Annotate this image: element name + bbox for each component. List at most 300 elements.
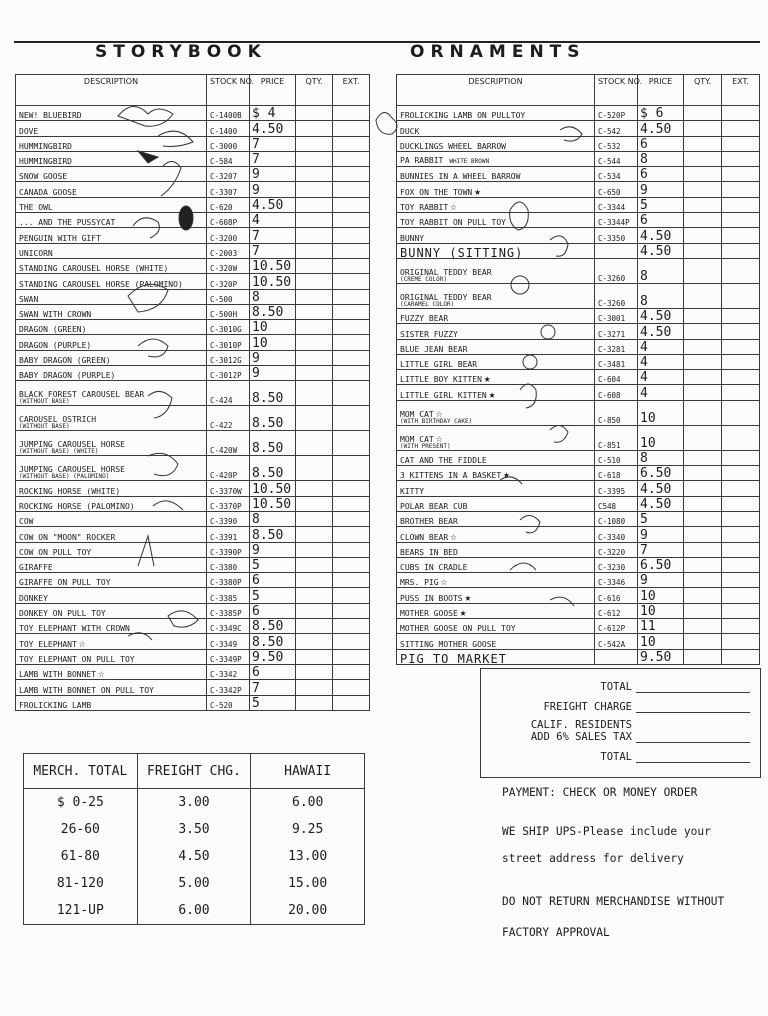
freight-charge-blank[interactable] bbox=[636, 702, 750, 713]
qty-cell[interactable] bbox=[296, 228, 333, 243]
qty-cell[interactable] bbox=[296, 197, 333, 212]
item-stock-number bbox=[595, 649, 638, 664]
total-blank[interactable] bbox=[636, 682, 750, 693]
qty-cell[interactable] bbox=[684, 106, 722, 121]
qty-cell[interactable] bbox=[296, 588, 333, 603]
item-price: 6 bbox=[250, 603, 296, 618]
item-stock-number: C-520 bbox=[207, 695, 250, 710]
item-name: BABY DRAGON (GREEN) bbox=[19, 356, 111, 366]
item-price: 10.50 bbox=[250, 481, 296, 496]
ext-cell[interactable] bbox=[333, 136, 370, 151]
ext-cell[interactable] bbox=[722, 542, 760, 557]
qty-cell[interactable] bbox=[296, 274, 333, 289]
item-description bbox=[16, 431, 207, 456]
ext-cell[interactable] bbox=[722, 136, 760, 151]
ext-cell[interactable] bbox=[722, 213, 760, 228]
qty-cell[interactable] bbox=[684, 258, 722, 283]
qty-cell[interactable] bbox=[296, 527, 333, 542]
item-stock-number: C-544 bbox=[595, 151, 638, 166]
ext-cell[interactable] bbox=[333, 456, 370, 481]
item-description bbox=[16, 151, 207, 166]
qty-cell[interactable] bbox=[296, 335, 333, 350]
order-row bbox=[16, 695, 370, 710]
item-stock-number: C-3012G bbox=[207, 350, 250, 365]
item-name: LAMB WITH BONNET bbox=[19, 670, 97, 680]
order-row bbox=[16, 542, 370, 557]
item-stock-number: C-3342 bbox=[207, 664, 250, 679]
item-price: 8 bbox=[638, 258, 684, 283]
ext-cell[interactable] bbox=[722, 511, 760, 526]
item-name: STANDING CAROUSEL HORSE (PALOMINO) bbox=[19, 279, 183, 289]
item-name: SISTER FUZZY bbox=[400, 329, 458, 339]
qty-cell[interactable] bbox=[684, 136, 722, 151]
item-description bbox=[16, 320, 207, 335]
ext-cell[interactable] bbox=[722, 557, 760, 572]
qty-cell[interactable] bbox=[296, 573, 333, 588]
item-price: 8.50 bbox=[250, 406, 296, 431]
ext-cell[interactable] bbox=[722, 354, 760, 369]
sales-tax-row bbox=[531, 719, 750, 743]
order-row bbox=[397, 136, 760, 151]
order-row bbox=[397, 649, 760, 664]
qty-cell[interactable] bbox=[684, 481, 722, 496]
qty-cell[interactable] bbox=[296, 619, 333, 634]
item-price: 8 bbox=[250, 511, 296, 526]
qty-cell[interactable] bbox=[296, 151, 333, 166]
qty-cell[interactable] bbox=[296, 304, 333, 319]
order-row bbox=[397, 167, 760, 182]
qty-cell[interactable] bbox=[684, 425, 722, 450]
qty-cell[interactable] bbox=[296, 350, 333, 365]
ext-cell[interactable] bbox=[333, 511, 370, 526]
qty-cell[interactable] bbox=[684, 511, 722, 526]
freight-charge-row bbox=[543, 701, 750, 713]
qty-cell[interactable] bbox=[684, 151, 722, 166]
qty-cell[interactable] bbox=[296, 320, 333, 335]
item-name: GIRAFFE ON PULL TOY bbox=[19, 578, 111, 588]
item-name: DONKEY bbox=[19, 593, 48, 603]
qty-cell[interactable] bbox=[296, 649, 333, 664]
order-row bbox=[16, 431, 370, 456]
qty-cell[interactable] bbox=[684, 213, 722, 228]
star-marker: ☆ bbox=[450, 529, 457, 543]
qty-cell[interactable] bbox=[684, 370, 722, 385]
ext-cell[interactable] bbox=[333, 258, 370, 273]
item-price: 6 bbox=[638, 213, 684, 228]
qty-cell[interactable] bbox=[684, 228, 722, 243]
item-stock-number: C-3260 bbox=[595, 283, 638, 308]
item-stock-number: C-3481 bbox=[595, 354, 638, 369]
qty-cell[interactable] bbox=[296, 542, 333, 557]
order-row bbox=[16, 557, 370, 572]
order-row bbox=[16, 588, 370, 603]
ext-cell[interactable] bbox=[722, 466, 760, 481]
ext-cell[interactable] bbox=[333, 588, 370, 603]
item-description bbox=[397, 649, 595, 664]
item-stock-number: C-3391 bbox=[207, 527, 250, 542]
item-description bbox=[397, 106, 595, 121]
qty-cell[interactable] bbox=[684, 197, 722, 212]
ext-cell[interactable] bbox=[722, 425, 760, 450]
item-stock-number: C-3350 bbox=[595, 228, 638, 243]
item-price: 8.50 bbox=[250, 304, 296, 319]
item-price: 5 bbox=[638, 511, 684, 526]
qty-cell[interactable] bbox=[684, 450, 722, 465]
ext-cell[interactable] bbox=[722, 649, 760, 664]
item-description bbox=[16, 481, 207, 496]
grand-total-label: TOTAL bbox=[600, 751, 632, 763]
item-description bbox=[397, 213, 595, 228]
order-row bbox=[16, 151, 370, 166]
qty-cell[interactable] bbox=[296, 167, 333, 182]
ext-cell[interactable] bbox=[333, 695, 370, 710]
item-price: 4.50 bbox=[638, 324, 684, 339]
item-name: CUBS IN CRADLE bbox=[400, 563, 468, 573]
ext-cell[interactable] bbox=[333, 167, 370, 182]
right-table-body bbox=[397, 106, 760, 665]
order-row bbox=[397, 339, 760, 354]
item-description bbox=[397, 370, 595, 385]
ext-cell[interactable] bbox=[722, 400, 760, 425]
ext-cell[interactable] bbox=[333, 197, 370, 212]
order-row bbox=[16, 481, 370, 496]
item-price: 9 bbox=[250, 350, 296, 365]
item-stock-number: C-3001 bbox=[595, 308, 638, 323]
ext-cell[interactable] bbox=[333, 406, 370, 431]
ext-cell[interactable] bbox=[333, 320, 370, 335]
item-stock-number: C-3385 bbox=[207, 588, 250, 603]
item-stock-number: C-650 bbox=[595, 182, 638, 197]
hawaii-charge-cell: 6.00 bbox=[251, 789, 365, 817]
item-name: CLOWN BEAR bbox=[400, 532, 449, 542]
ext-cell[interactable] bbox=[722, 121, 760, 136]
item-price: 4.50 bbox=[638, 121, 684, 136]
order-row bbox=[16, 350, 370, 365]
item-stock-number: C-422 bbox=[207, 406, 250, 431]
sales-tax-label bbox=[531, 719, 632, 743]
item-price: 10 bbox=[638, 588, 684, 603]
qty-cell[interactable] bbox=[296, 634, 333, 649]
description-header: DESCRIPTION bbox=[397, 75, 595, 106]
qty-cell[interactable] bbox=[684, 243, 722, 258]
grand-total-blank[interactable] bbox=[636, 752, 750, 763]
ext-cell[interactable] bbox=[333, 121, 370, 136]
item-name: ROCKING HORSE (PALOMINO) bbox=[19, 501, 135, 511]
ext-cell[interactable] bbox=[333, 381, 370, 406]
ext-cell[interactable] bbox=[333, 304, 370, 319]
item-name: HUMMINGBIRD bbox=[19, 141, 72, 151]
item-stock-number: C-3012P bbox=[207, 366, 250, 381]
qty-cell[interactable] bbox=[684, 283, 722, 308]
order-row bbox=[16, 304, 370, 319]
item-stock-number: C-424 bbox=[207, 381, 250, 406]
qty-cell[interactable] bbox=[296, 106, 333, 121]
ext-cell[interactable] bbox=[722, 258, 760, 283]
qty-cell[interactable] bbox=[296, 431, 333, 456]
ext-cell[interactable] bbox=[722, 308, 760, 323]
qty-cell[interactable] bbox=[296, 243, 333, 258]
qty-cell[interactable] bbox=[684, 385, 722, 400]
qty-cell[interactable] bbox=[684, 339, 722, 354]
qty-cell[interactable] bbox=[296, 366, 333, 381]
item-name: HUMMINGBIRD bbox=[19, 157, 72, 167]
order-row bbox=[397, 283, 760, 308]
order-row bbox=[397, 370, 760, 385]
item-stock-number: C-3395 bbox=[595, 481, 638, 496]
ext-cell[interactable] bbox=[333, 573, 370, 588]
merch-total-cell: 121-UP bbox=[56, 902, 104, 918]
return-note-line2: FACTORY APPROVAL bbox=[502, 926, 610, 939]
item-price: 10 bbox=[638, 603, 684, 618]
item-description bbox=[397, 258, 595, 283]
item-name: BUNNY bbox=[400, 233, 425, 243]
ext-cell[interactable] bbox=[722, 243, 760, 258]
item-price: 10 bbox=[638, 400, 684, 425]
item-price: 7 bbox=[250, 243, 296, 258]
order-row bbox=[16, 527, 370, 542]
ext-cell[interactable] bbox=[333, 557, 370, 572]
order-row bbox=[397, 573, 760, 588]
order-row bbox=[16, 603, 370, 618]
left-table-body bbox=[16, 106, 370, 711]
ext-cell[interactable] bbox=[333, 527, 370, 542]
ext-cell[interactable] bbox=[333, 542, 370, 557]
qty-cell[interactable] bbox=[684, 634, 722, 649]
qty-cell[interactable] bbox=[684, 496, 722, 511]
ext-cell[interactable] bbox=[722, 634, 760, 649]
qty-cell[interactable] bbox=[296, 406, 333, 431]
ext-cell[interactable] bbox=[333, 151, 370, 166]
ext-cell[interactable] bbox=[333, 603, 370, 618]
item-price: 10 bbox=[250, 335, 296, 350]
ext-cell[interactable] bbox=[333, 664, 370, 679]
item-stock-number: C-420P bbox=[207, 456, 250, 481]
ext-cell[interactable] bbox=[333, 680, 370, 695]
qty-cell[interactable] bbox=[296, 695, 333, 710]
item-stock-number: C-608P bbox=[207, 213, 250, 228]
item-stock-number: C-3000 bbox=[207, 136, 250, 151]
freight-charge-table bbox=[23, 753, 365, 925]
item-color-options: WHITE BROWN bbox=[449, 158, 490, 166]
calif-residents-text: CALIF. RESIDENTS bbox=[530, 719, 632, 731]
ext-cell[interactable] bbox=[333, 481, 370, 496]
item-price: 7 bbox=[250, 228, 296, 243]
order-row bbox=[16, 366, 370, 381]
hawaii-header: HAWAII bbox=[251, 754, 365, 789]
ext-cell[interactable] bbox=[333, 496, 370, 511]
ext-cell[interactable] bbox=[722, 370, 760, 385]
order-row bbox=[16, 456, 370, 481]
item-description bbox=[16, 496, 207, 511]
item-description bbox=[397, 243, 595, 258]
item-stock-number: C-1400B bbox=[207, 106, 250, 121]
item-name: THE OWL bbox=[19, 203, 53, 213]
qty-cell[interactable] bbox=[684, 542, 722, 557]
qty-cell[interactable] bbox=[296, 557, 333, 572]
item-name: LITTLE GIRL KITTEN bbox=[400, 390, 487, 400]
ext-cell[interactable] bbox=[722, 167, 760, 182]
ext-cell[interactable] bbox=[333, 634, 370, 649]
ext-cell[interactable] bbox=[333, 182, 370, 197]
qty-cell[interactable] bbox=[684, 324, 722, 339]
item-stock-number: C-584 bbox=[207, 151, 250, 166]
item-description bbox=[16, 213, 207, 228]
order-row bbox=[397, 450, 760, 465]
description-header: DESCRIPTION bbox=[16, 75, 207, 106]
item-name: TOY ELEPHANT bbox=[19, 639, 77, 649]
item-price: 4.50 bbox=[638, 481, 684, 496]
item-price: 6 bbox=[638, 136, 684, 151]
qty-cell[interactable] bbox=[684, 649, 722, 664]
qty-cell[interactable] bbox=[684, 354, 722, 369]
item-stock-number bbox=[595, 243, 638, 258]
item-description bbox=[16, 381, 207, 406]
ext-cell[interactable] bbox=[333, 649, 370, 664]
item-name: JUMPING CAROUSEL HORSE bbox=[19, 440, 125, 450]
qty-cell[interactable] bbox=[296, 258, 333, 273]
item-stock-number: C-534 bbox=[595, 167, 638, 182]
ext-cell[interactable] bbox=[722, 619, 760, 634]
merch-total-cell: 26-60 bbox=[60, 821, 100, 837]
ext-cell[interactable] bbox=[333, 289, 370, 304]
item-name: PIG TO MARKET bbox=[400, 651, 507, 666]
qty-cell[interactable] bbox=[684, 557, 722, 572]
item-description bbox=[16, 136, 207, 151]
qty-cell[interactable] bbox=[296, 680, 333, 695]
ext-cell[interactable] bbox=[722, 106, 760, 121]
qty-cell[interactable] bbox=[684, 588, 722, 603]
item-stock-number: C-3349 bbox=[207, 634, 250, 649]
ext-cell[interactable] bbox=[333, 619, 370, 634]
star-marker: ★ bbox=[464, 590, 472, 604]
ext-cell[interactable] bbox=[722, 228, 760, 243]
qty-cell[interactable] bbox=[684, 573, 722, 588]
item-price: 8.50 bbox=[250, 456, 296, 481]
ext-cell[interactable] bbox=[333, 431, 370, 456]
freight-header-row bbox=[24, 754, 365, 789]
item-description bbox=[397, 634, 595, 649]
qty-cell[interactable] bbox=[684, 121, 722, 136]
ext-cell[interactable] bbox=[333, 335, 370, 350]
order-row bbox=[16, 511, 370, 526]
hawaii-charge-cell: 9.25 bbox=[251, 816, 365, 843]
qty-cell[interactable] bbox=[296, 481, 333, 496]
item-stock-number: C-612P bbox=[595, 619, 638, 634]
ext-cell[interactable] bbox=[333, 228, 370, 243]
item-stock-number: C-3010G bbox=[207, 320, 250, 335]
item-description bbox=[397, 619, 595, 634]
item-description bbox=[16, 167, 207, 182]
ext-cell[interactable] bbox=[722, 324, 760, 339]
item-name: ORIGINAL TEDDY BEAR bbox=[400, 292, 492, 302]
ext-cell[interactable] bbox=[333, 243, 370, 258]
order-row bbox=[397, 425, 760, 450]
item-stock-number: C-3010P bbox=[207, 335, 250, 350]
qty-cell[interactable] bbox=[684, 308, 722, 323]
ext-cell[interactable] bbox=[333, 366, 370, 381]
qty-cell[interactable] bbox=[296, 496, 333, 511]
order-row bbox=[16, 634, 370, 649]
hawaii-charge-cell: 13.00 bbox=[251, 843, 365, 870]
star-marker: ☆ bbox=[435, 431, 443, 445]
qty-cell[interactable] bbox=[296, 664, 333, 679]
qty-cell[interactable] bbox=[296, 381, 333, 406]
ext-cell[interactable] bbox=[333, 350, 370, 365]
qty-cell[interactable] bbox=[296, 456, 333, 481]
item-name: 3 KITTENS IN A BASKET bbox=[400, 471, 502, 481]
ext-cell[interactable] bbox=[722, 283, 760, 308]
item-stock-number: C-542 bbox=[595, 121, 638, 136]
ext-cell[interactable] bbox=[333, 106, 370, 121]
freight-row bbox=[24, 843, 365, 870]
qty-cell[interactable] bbox=[684, 466, 722, 481]
item-name: BLACK FOREST CAROUSEL BEAR bbox=[19, 390, 145, 400]
ext-cell[interactable] bbox=[722, 151, 760, 166]
ext-cell[interactable] bbox=[722, 588, 760, 603]
page-title-left: STORYBOOK bbox=[95, 42, 267, 62]
item-price: 4.50 bbox=[250, 197, 296, 212]
item-stock-number: C-510 bbox=[595, 450, 638, 465]
qty-cell[interactable] bbox=[684, 182, 722, 197]
item-name: ORIGINAL TEDDY BEAR bbox=[400, 267, 492, 277]
qty-cell[interactable] bbox=[296, 121, 333, 136]
qty-cell[interactable] bbox=[296, 182, 333, 197]
ext-cell[interactable] bbox=[722, 603, 760, 618]
freight-charge-cell: 6.00 bbox=[137, 897, 251, 925]
item-stock-number: C-618 bbox=[595, 466, 638, 481]
ext-cell[interactable] bbox=[722, 496, 760, 511]
qty-cell[interactable] bbox=[296, 289, 333, 304]
item-price: 7 bbox=[250, 136, 296, 151]
item-description bbox=[397, 121, 595, 136]
freight-row bbox=[24, 870, 365, 897]
order-row bbox=[16, 381, 370, 406]
qty-cell[interactable] bbox=[296, 136, 333, 151]
item-name: LAMB WITH BONNET ON PULL TOY bbox=[19, 685, 154, 695]
qty-cell[interactable] bbox=[296, 603, 333, 618]
item-description bbox=[16, 664, 207, 679]
qty-cell[interactable] bbox=[296, 213, 333, 228]
order-row bbox=[16, 573, 370, 588]
ext-cell[interactable] bbox=[333, 274, 370, 289]
merch-total-cell: $ 0-25 bbox=[56, 795, 104, 810]
star-marker: ★ bbox=[483, 372, 491, 386]
item-price: 11 bbox=[638, 619, 684, 634]
qty-cell[interactable] bbox=[684, 167, 722, 182]
ext-cell[interactable] bbox=[722, 339, 760, 354]
qty-cell[interactable] bbox=[684, 619, 722, 634]
qty-cell[interactable] bbox=[684, 527, 722, 542]
ext-cell[interactable] bbox=[722, 197, 760, 212]
ext-cell[interactable] bbox=[722, 385, 760, 400]
ext-cell[interactable] bbox=[333, 213, 370, 228]
ext-cell[interactable] bbox=[722, 481, 760, 496]
item-name: TOY ELEPHANT ON PULL TOY bbox=[19, 654, 135, 664]
order-row bbox=[397, 385, 760, 400]
qty-cell[interactable] bbox=[684, 603, 722, 618]
star-marker: ☆ bbox=[450, 200, 457, 214]
item-name: PA RABBIT bbox=[400, 156, 444, 166]
item-stock-number: C-3260 bbox=[595, 258, 638, 283]
ext-cell[interactable] bbox=[722, 573, 760, 588]
qty-cell[interactable] bbox=[296, 511, 333, 526]
ext-cell[interactable] bbox=[722, 182, 760, 197]
sales-tax-blank[interactable] bbox=[636, 732, 750, 743]
ext-cell[interactable] bbox=[722, 527, 760, 542]
ext-cell[interactable] bbox=[722, 450, 760, 465]
qty-cell[interactable] bbox=[684, 400, 722, 425]
item-stock-number: C-2003 bbox=[207, 243, 250, 258]
